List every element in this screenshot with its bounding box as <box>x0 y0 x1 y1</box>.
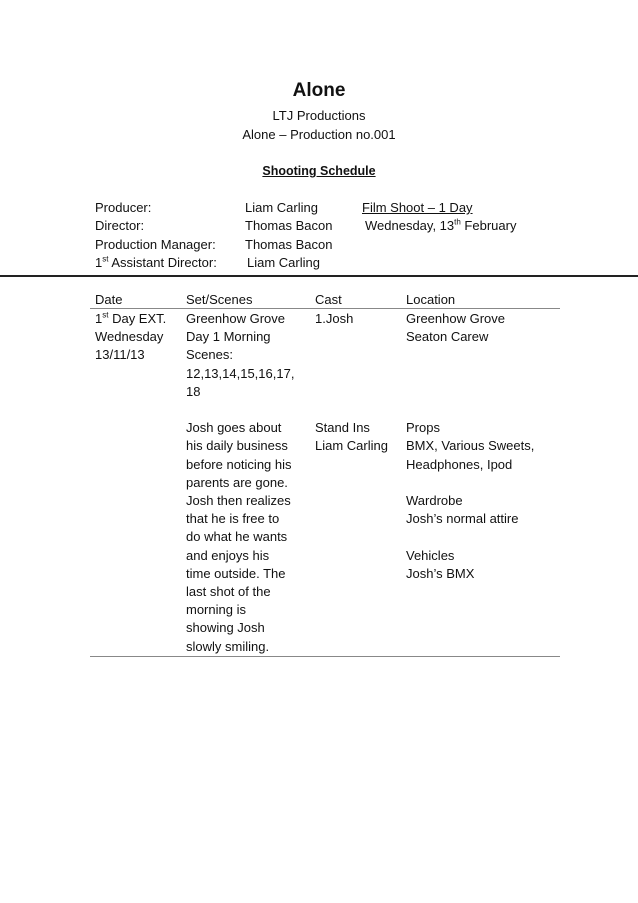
location-line: Seaton Carew <box>406 329 489 345</box>
producer-label: Producer: <box>95 200 152 215</box>
director-label: Director: <box>95 218 145 233</box>
shoot-date: Wednesday, 13th February <box>365 217 517 233</box>
set-line: Greenhow Grove <box>186 311 285 326</box>
description-line: slowly smiling. <box>186 638 270 654</box>
stand-ins-heading: Stand Ins <box>315 420 370 436</box>
cast-member: 1.Josh <box>315 311 354 326</box>
assistant-director-name: Liam Carling <box>247 255 320 270</box>
set-line: Scenes: <box>186 347 233 363</box>
weekday: Wednesday <box>95 329 164 345</box>
day-label: 1st Day EXT. <box>95 310 167 326</box>
vehicles-line: Josh’s BMX <box>406 565 475 581</box>
table-bottom-rule <box>90 656 560 657</box>
location-line: Greenhow Grove <box>406 311 505 326</box>
description-line: showing Josh <box>186 620 265 636</box>
set-scenes-column <box>186 310 294 656</box>
props-line: Headphones, Ipod <box>406 456 513 472</box>
assistant-director-label: 1st Assistant Director: <box>95 254 217 270</box>
producer-name: Liam Carling <box>245 200 318 215</box>
date-column <box>95 310 166 365</box>
description-line: time outside. The <box>186 565 286 581</box>
shoot-duration: Film Shoot – 1 Day <box>362 200 473 215</box>
description-line: Josh goes about <box>186 420 282 436</box>
description-line: Josh then realizes <box>186 493 291 509</box>
section-divider <box>0 275 638 277</box>
table-header-rule <box>90 308 560 309</box>
production-manager-label: Production Manager: <box>95 237 216 252</box>
props-heading: Props <box>406 420 440 436</box>
header-cast: Cast <box>315 292 342 307</box>
stand-in-name: Liam Carling <box>315 438 388 454</box>
vehicles-heading: Vehicles <box>406 547 455 563</box>
description-line: parents are gone. <box>186 474 288 490</box>
wardrobe-line: Josh’s normal attire <box>406 511 519 527</box>
cast-column <box>315 310 388 456</box>
header-location: Location <box>406 292 456 307</box>
set-line: 12,13,14,15,16,17, <box>186 365 295 381</box>
set-line: 18 <box>186 383 201 399</box>
props-line: BMX, Various Sweets, <box>406 438 535 454</box>
document-title: Alone <box>292 80 346 101</box>
description-line: last shot of the <box>186 584 271 600</box>
description-line: and enjoys his <box>186 547 270 563</box>
description-line: morning is <box>186 602 246 618</box>
description-line: his daily business <box>186 438 288 454</box>
production-number: Alone – Production no.001 <box>242 127 396 142</box>
shoot-day-date: 13/11/13 <box>95 347 145 363</box>
description-line: do what he wants <box>186 529 288 545</box>
set-line: Day 1 Morning <box>186 329 271 345</box>
header-set-scenes: Set/Scenes <box>186 292 253 307</box>
company-name: LTJ Productions <box>272 108 366 123</box>
location-column <box>406 310 534 583</box>
header-date: Date <box>95 292 123 307</box>
production-manager-name: Thomas Bacon <box>245 237 333 252</box>
schedule-heading: Shooting Schedule <box>262 164 376 178</box>
wardrobe-heading: Wardrobe <box>406 492 463 508</box>
description-line: before noticing his <box>186 456 292 472</box>
description-line: that he is free to <box>186 511 280 527</box>
director-name: Thomas Bacon <box>245 218 333 233</box>
